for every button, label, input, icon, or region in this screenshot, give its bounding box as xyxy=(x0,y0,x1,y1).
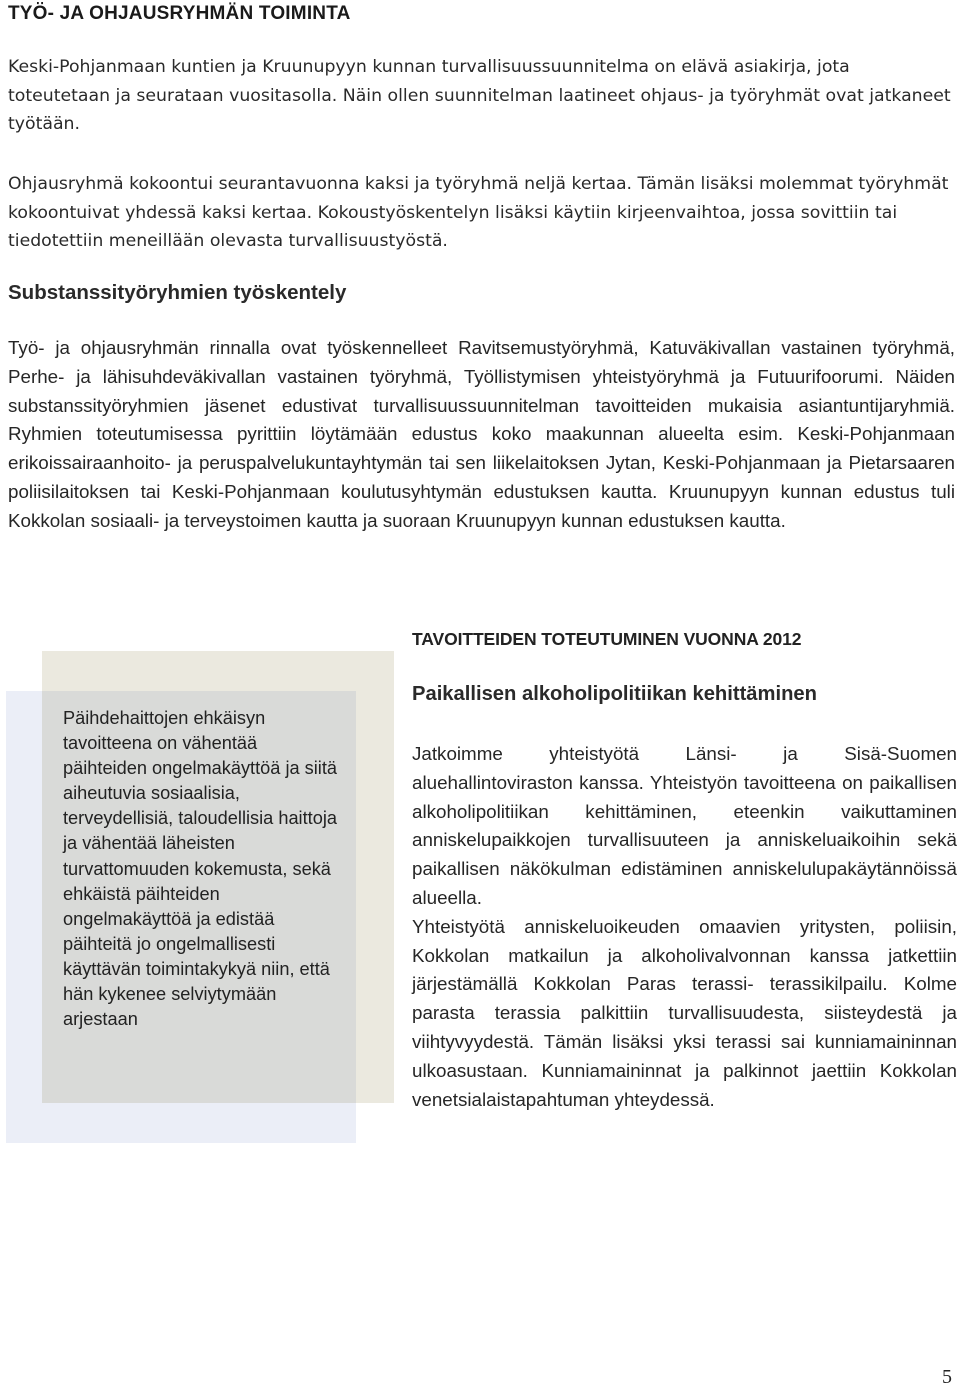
paragraph-continuity: Keski-Pohjanmaan kuntien ja Kruunupyyn kunnan turvallisuussuunnitelma on elävä asiakirja, jota toteutetaan ja seurataan vuositasolla. Näin ollen suunnitelman laatineet ohjaus- ja työryhmät ovat jatkaneet työtään. xyxy=(8,57,951,134)
goals-paragraph-cooperation: Jatkoimme yhteistyötä Länsi- ja Sisä-Suomen aluehallintoviraston kanssa. Yhteistyön tavoitteena on paikallisen alkoholipolitiikan kehittäminen, eteenkin vaikuttaminen anniskelupaikkojen turvallisuuteen ja anniskeluaikoihin sekä paikallisen näkökulman edistäminen anniskelulupakäytännöissä alueella. xyxy=(412,743,957,908)
goals-subheading: Paikallisen alkoholipolitiikan kehittäminen xyxy=(412,683,817,705)
goals-heading: TAVOITTEIDEN TOTEUTUMINEN VUONNA 2012 xyxy=(412,629,802,649)
page-heading: TYÖ- JA OHJAUSRYHMÄN TOIMINTA xyxy=(8,3,351,24)
goals-paragraph-terrace-competition: Yhteistyötä anniskeluoikeuden omaavien yritysten, poliisin, Kokkolan matkailun ja alkoholivalvonnan kanssa jatkettiin järjestämällä Kokkolan Paras terassi- terassikilpailu. Kolme parasta terassia palkittiin turvallisuudesta, siisteydestä ja viihtyvyydestä. Tämän lisäksi yksi terassi sai kunniamaininnan ulkoasustaan. Kunniamaininnat ja palkinnot jaettiin Kokkolan venetsialaistapahtuman yhteydessä. xyxy=(412,915,957,1110)
section-heading: Substanssityöryhmien työskentely xyxy=(8,281,347,304)
goals-body xyxy=(412,740,957,1114)
page-number: 5 xyxy=(942,1366,952,1388)
paragraph-meetings: Ohjausryhmä kokoontui seurantavuonna kaksi ja työryhmä neljä kertaa. Tämän lisäksi molemmat työryhmät kokoontuivat yhdessä kaksi kertaa. Kokoustyöskentelyn lisäksi käytiin kirjeenvaihtoa, jossa sovittiin tai tiedotettiin meneillään olevasta turvallisuustyöstä. xyxy=(8,174,949,251)
goal-box-text: Päihdehaittojen ehkäisyn tavoitteena on vähentää päihteiden ongelmakäyttöä ja siitä aiheutuvia sosiaalisia, terveydellisiä, taloudellisia haittoja ja vähentää läheisten turvattomuuden kokemusta, sekä ehkäistä päihteiden ongelmakäyttöä ja edistää päihteitä jo ongelmallisesti käyttävän toimintakykyä niin, että hän kykenee selviytymään arjestaan xyxy=(63,708,338,1030)
paragraph-working-groups: Työ- ja ohjausryhmän rinnalla ovat työskennelleet Ravitsemustyöryhmä, Katuväkivallan vastainen työryhmä, Perhe- ja lähisuhdeväkivallan vastainen työryhmä, Työllistymisen yhteistyöryhmä ja Futuurifoorumi. Näiden substanssityöryhmien jäsenet edustivat turvallisuussuunnitelman tavoitteiden mukaisia asiantuntijaryhmiä. Ryhmien toteutumisessa pyrittiin löytämään edustus koko maakunnan alueelta esim. Keski-Pohjanmaan erikoissairaanhoito- ja peruspalvelukuntayhtymän tai sen liikelaitoksen Jytan, Keski-Pohjanmaan ja Pietarsaaren poliisilaitoksen tai Keski-Pohjanmaan koulutusyhtymän edustuksen kautta. Kruunupyyn kunnan edustus tuli Kokkolan sosiaali- ja terveystoimen kautta ja suoraan Kruunupyyn kunnan edustuksen kautta. xyxy=(8,337,955,531)
